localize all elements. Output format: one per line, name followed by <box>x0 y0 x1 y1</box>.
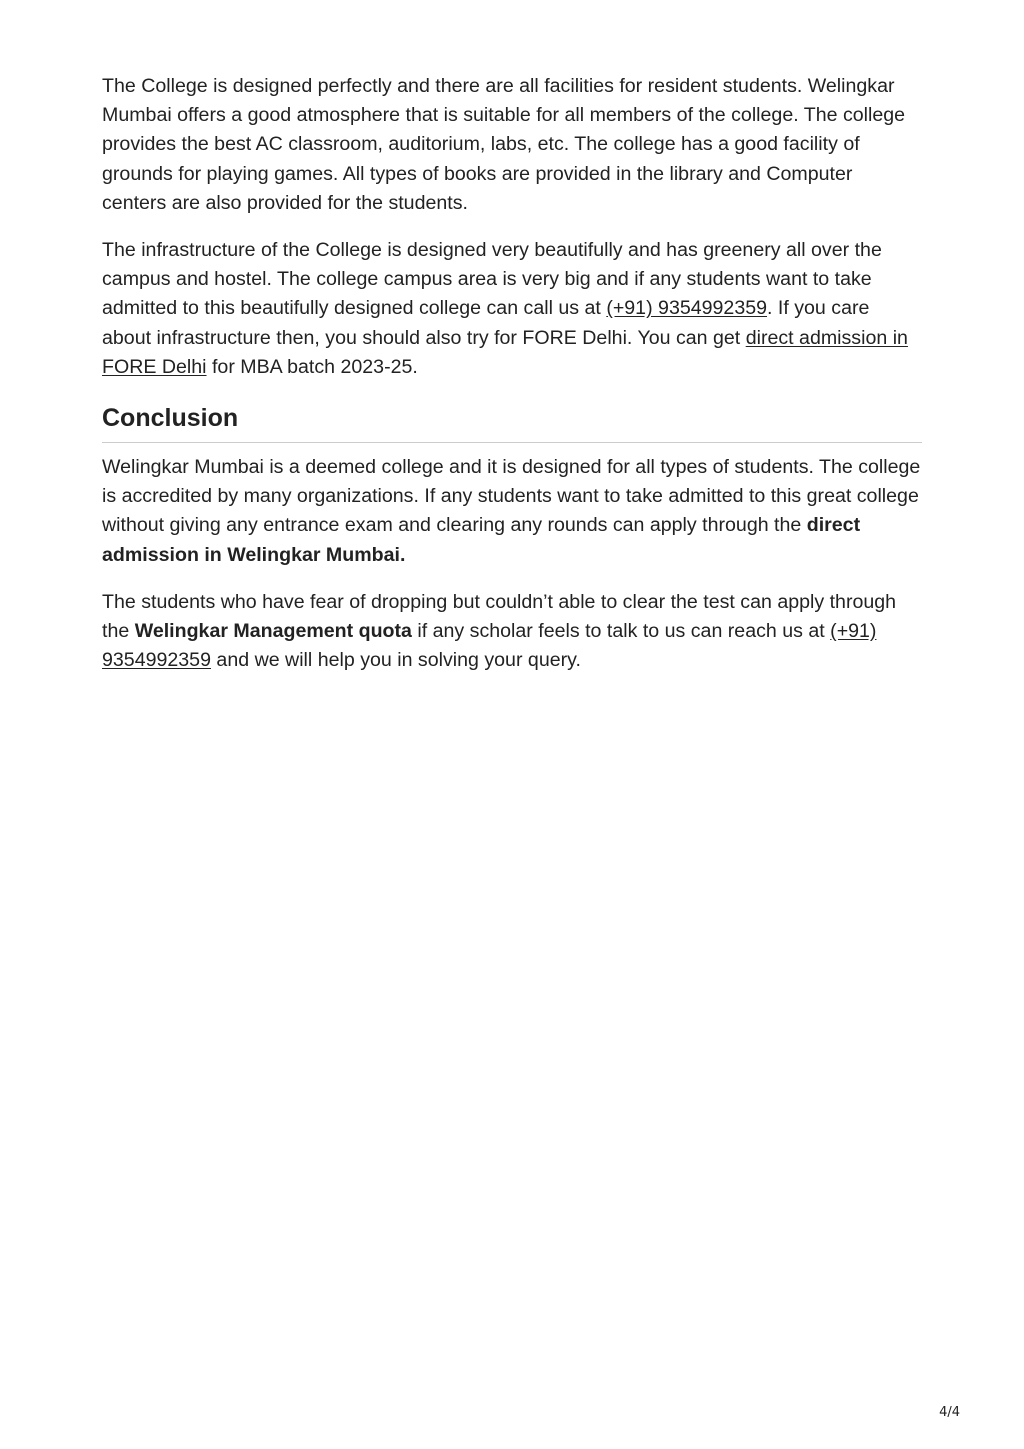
infrastructure-text-2: . If you care about infrastructure then, you should also try for FORE Delhi. You can get <box>102 297 870 349</box>
conclusion-paragraph <box>102 453 922 570</box>
fore-delhi-admission-link[interactable]: direct admission in FORE Delhi <box>102 326 908 378</box>
quota-text-3: and we will help you in solving your query. <box>210 649 581 672</box>
article-content <box>102 72 922 693</box>
phone-link-2[interactable]: (+91) 9354992359 <box>102 620 877 672</box>
conclusion-heading: Conclusion <box>102 400 922 443</box>
management-quota-paragraph <box>102 588 922 676</box>
infrastructure-text-3: for MBA batch 2023-25. <box>206 355 418 378</box>
infrastructure-text-1: The infrastructure of the College is designed very beautifully and has greenery all over the campus and hostel. The college campus area is very big and if any students want to take admitted to this beautifully designed college can call us at <box>102 239 882 320</box>
conclusion-text-1: Welingkar Mumbai is a deemed college and it is designed for all types of students. The college is accredited by many organizations. If any students want to take admitted to this great college without giving any entrance exam and clearing any rounds can apply through the <box>102 456 921 537</box>
phone-link[interactable]: (+91) 9354992359 <box>606 297 768 320</box>
facilities-paragraph: The College is designed perfectly and there are all facilities for resident students. Welingkar Mumbai offers a good atmosphere that is suitable for all members of the college. The college provides the best AC classroom, auditorium, labs, etc. The college has a good facility of grounds for playing games. All types of books are provided in the library and Computer centers are also provided for the students. <box>102 75 906 214</box>
management-quota-bold: Welingkar Management quota <box>134 620 412 643</box>
infrastructure-paragraph <box>102 236 922 382</box>
quota-text-1: The students who have fear of dropping but couldn’t able to clear the test can apply through the <box>102 590 897 643</box>
direct-admission-bold: direct admission in Welingkar Mumbai. <box>102 514 861 566</box>
quota-text-2: if any scholar feels to talk to us can reach us at <box>411 620 831 643</box>
page-number: 4/4 <box>939 1405 960 1420</box>
